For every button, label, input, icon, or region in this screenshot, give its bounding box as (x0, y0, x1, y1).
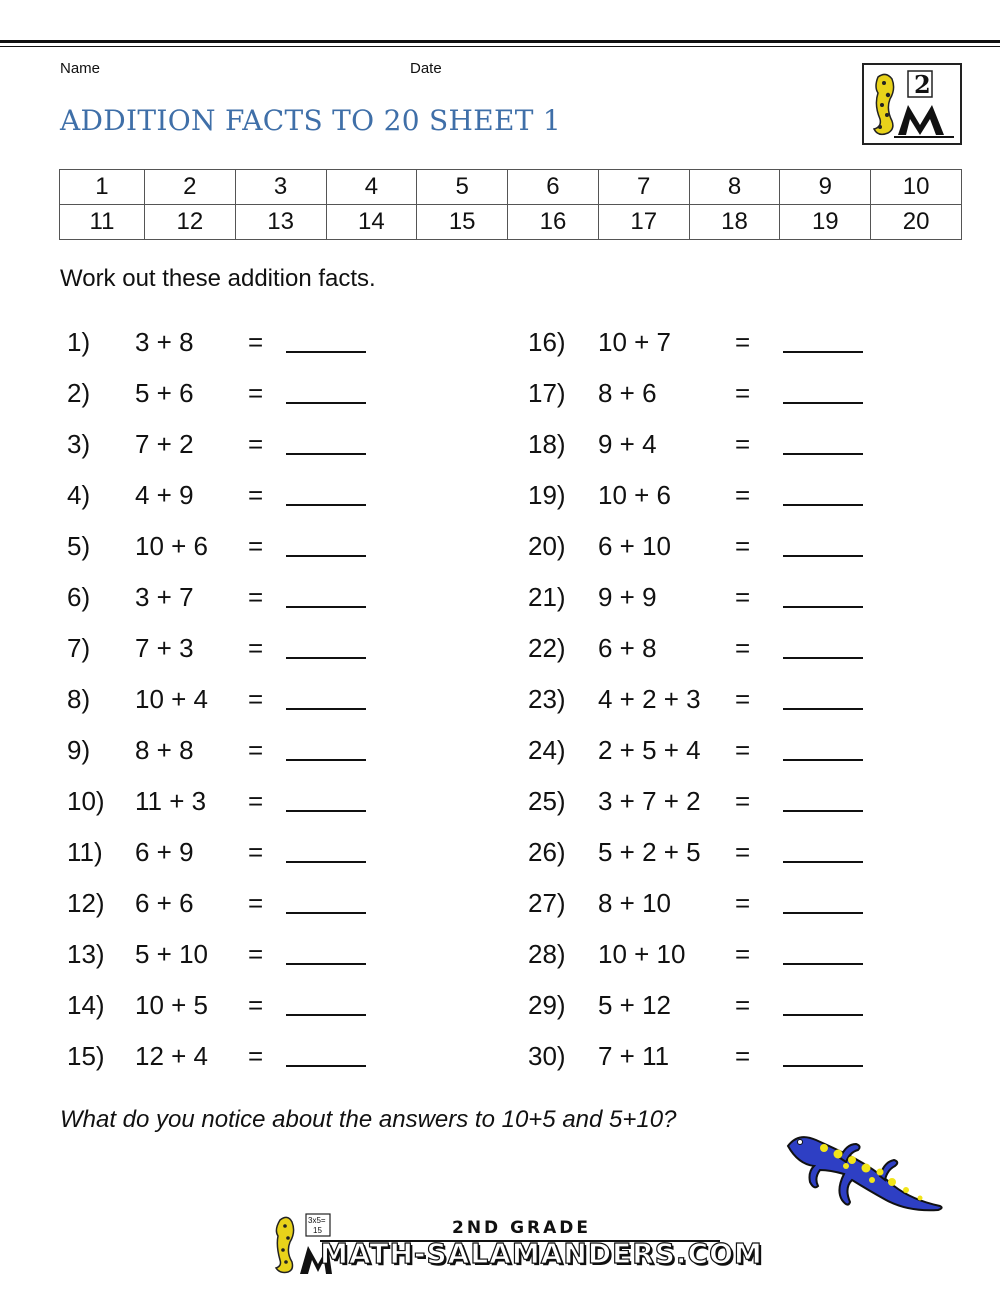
answer-blank[interactable] (286, 684, 366, 710)
number-cell: 3 (235, 170, 326, 205)
answer-blank[interactable] (783, 582, 863, 608)
equals-sign: = (735, 480, 751, 510)
answer-blank[interactable] (783, 888, 863, 914)
problem-expression: 11 + 3 (135, 786, 207, 816)
equals-sign: = (735, 888, 751, 918)
problem-number: 24) (528, 735, 566, 765)
number-cell: 4 (326, 170, 417, 205)
answer-blank[interactable] (286, 735, 366, 761)
equals-sign: = (735, 735, 751, 765)
problem-number: 14) (67, 990, 105, 1020)
number-cell: 17 (598, 205, 689, 240)
problem-number: 4) (67, 480, 91, 510)
problem-expression: 10 + 4 (135, 684, 209, 714)
answer-blank[interactable] (286, 939, 366, 965)
problem-number: 21) (528, 582, 566, 612)
problem-expression: 6 + 10 (598, 531, 672, 561)
number-cell: 10 (871, 170, 962, 205)
number-cell: 5 (417, 170, 508, 205)
answer-blank[interactable] (783, 429, 863, 455)
answer-blank[interactable] (783, 837, 863, 863)
answer-blank[interactable] (783, 378, 863, 404)
problem-expression: 7 + 2 (135, 429, 194, 459)
problem-expression: 8 + 6 (598, 378, 657, 408)
number-cell: 20 (871, 205, 962, 240)
problem-number: 20) (528, 531, 566, 561)
blue-salamander-icon (780, 1128, 950, 1233)
answer-blank[interactable] (783, 990, 863, 1016)
equals-sign: = (248, 786, 264, 816)
answer-blank[interactable] (286, 582, 366, 608)
answer-blank[interactable] (286, 378, 366, 404)
number-row (60, 170, 962, 205)
equals-sign: = (248, 837, 264, 867)
problem-number: 11) (67, 837, 103, 867)
answer-blank[interactable] (783, 684, 863, 710)
number-cell: 8 (689, 170, 780, 205)
equals-sign: = (735, 429, 751, 459)
problem-expression: 5 + 12 (598, 990, 672, 1020)
page-title: ADDITION FACTS TO 20 SHEET 1 (60, 104, 561, 137)
equals-sign: = (735, 786, 751, 816)
number-cell: 16 (508, 205, 599, 240)
problem-number: 3) (67, 429, 91, 459)
svg-text:3x5=: 3x5= (308, 1216, 326, 1225)
problem-expression: 10 + 6 (598, 480, 672, 510)
problem-number: 23) (528, 684, 566, 714)
answer-blank[interactable] (783, 480, 863, 506)
problem-expression: 10 + 6 (135, 531, 209, 561)
salamander-logo-icon (864, 65, 960, 143)
answer-blank[interactable] (286, 990, 366, 1016)
number-cell: 6 (508, 170, 599, 205)
number-cell: 18 (689, 205, 780, 240)
equals-sign: = (248, 888, 264, 918)
equals-sign: = (735, 531, 751, 561)
equals-sign: = (735, 582, 751, 612)
number-cell: 1 (60, 170, 145, 205)
problem-expression: 6 + 9 (135, 837, 194, 867)
problem-number: 7) (67, 633, 91, 663)
problem-expression: 10 + 7 (598, 327, 672, 357)
problem-number: 1) (67, 327, 91, 357)
top-rule-thin (0, 46, 1000, 47)
problem-number: 6) (67, 582, 91, 612)
equals-sign: = (735, 633, 751, 663)
answer-blank[interactable] (783, 786, 863, 812)
answer-blank[interactable] (783, 531, 863, 557)
problem-number: 25) (528, 786, 566, 816)
problem-expression: 4 + 2 + 3 (598, 684, 701, 714)
equals-sign: = (735, 327, 751, 357)
equals-sign: = (248, 327, 264, 357)
equals-sign: = (248, 480, 264, 510)
equals-sign: = (248, 633, 264, 663)
number-cell: 11 (60, 205, 145, 240)
instructions: Work out these addition facts. (60, 265, 376, 292)
problem-expression: 7 + 3 (135, 633, 194, 663)
number-row (60, 205, 962, 240)
equals-sign: = (735, 684, 751, 714)
answer-blank[interactable] (286, 429, 366, 455)
footer-grade: 2ND GRADE (452, 1218, 592, 1238)
equals-sign: = (248, 582, 264, 612)
problem-number: 15) (67, 1041, 105, 1071)
number-cell: 19 (780, 205, 871, 240)
problem-expression: 5 + 6 (135, 378, 194, 408)
problem-expression: 4 + 9 (135, 480, 194, 510)
logo-grade-number: 2 (914, 70, 931, 99)
number-cell: 2 (144, 170, 235, 205)
problem-number: 9) (67, 735, 91, 765)
number-cell: 13 (235, 205, 326, 240)
number-cell: 7 (598, 170, 689, 205)
answer-blank[interactable] (286, 531, 366, 557)
answer-blank[interactable] (286, 888, 366, 914)
answer-blank[interactable] (286, 837, 366, 863)
problem-number: 29) (528, 990, 566, 1020)
problem-number: 30) (528, 1041, 566, 1071)
number-cell: 15 (417, 205, 508, 240)
reflection-question: What do you notice about the answers to 10+5 and 5+10? (60, 1106, 677, 1133)
answer-blank[interactable] (783, 939, 863, 965)
problem-number: 13) (67, 939, 105, 969)
number-cell: 14 (326, 205, 417, 240)
answer-blank[interactable] (783, 327, 863, 353)
problem-expression: 10 + 10 (598, 939, 686, 969)
problem-expression: 10 + 5 (135, 990, 209, 1020)
answer-blank[interactable] (783, 633, 863, 659)
problem-expression: 3 + 7 (135, 582, 194, 612)
problem-number: 19) (528, 480, 566, 510)
equals-sign: = (735, 378, 751, 408)
problem-expression: 8 + 10 (598, 888, 672, 918)
problem-number: 18) (528, 429, 566, 459)
equals-sign: = (248, 684, 264, 714)
equals-sign: = (735, 837, 751, 867)
problem-expression: 5 + 2 + 5 (598, 837, 701, 867)
equals-sign: = (735, 939, 751, 969)
problem-number: 12) (67, 888, 105, 918)
equals-sign: = (735, 1041, 751, 1071)
answer-blank[interactable] (286, 633, 366, 659)
equals-sign: = (248, 1041, 264, 1071)
problem-expression: 6 + 6 (135, 888, 194, 918)
problem-number: 16) (528, 327, 566, 357)
grade-logo (862, 63, 962, 145)
equals-sign: = (248, 378, 264, 408)
number-cell: 9 (780, 170, 871, 205)
answer-blank[interactable] (286, 786, 366, 812)
answer-blank[interactable] (286, 480, 366, 506)
answer-blank[interactable] (783, 1041, 863, 1067)
problem-expression: 12 + 4 (135, 1041, 209, 1071)
problem-number: 10) (67, 786, 105, 816)
answer-blank[interactable] (783, 735, 863, 761)
problem-expression: 2 + 5 + 4 (598, 735, 701, 765)
number-cell: 12 (144, 205, 235, 240)
problem-expression: 9 + 9 (598, 582, 657, 612)
problem-number: 27) (528, 888, 566, 918)
problem-expression: 3 + 7 + 2 (598, 786, 701, 816)
problem-number: 5) (67, 531, 91, 561)
problem-number: 17) (528, 378, 566, 408)
date-label: Date (410, 60, 442, 77)
problem-expression: 6 + 8 (598, 633, 657, 663)
equals-sign: = (248, 990, 264, 1020)
svg-text:15: 15 (313, 1226, 322, 1235)
problem-number: 22) (528, 633, 566, 663)
name-label: Name (60, 60, 101, 77)
top-rule (0, 40, 1000, 43)
number-grid (59, 169, 962, 240)
equals-sign: = (735, 990, 751, 1020)
problem-expression: 5 + 10 (135, 939, 209, 969)
equals-sign: = (248, 939, 264, 969)
problem-expression: 3 + 8 (135, 327, 194, 357)
equals-sign: = (248, 531, 264, 561)
problem-expression: 7 + 11 (598, 1041, 670, 1071)
footer-site-name: MATH-SALAMANDERS.COM (320, 1237, 763, 1270)
problem-expression: 9 + 4 (598, 429, 657, 459)
answer-blank[interactable] (286, 1041, 366, 1067)
problem-number: 28) (528, 939, 566, 969)
problem-number: 26) (528, 837, 566, 867)
problem-expression: 8 + 8 (135, 735, 194, 765)
equals-sign: = (248, 429, 264, 459)
problem-number: 2) (67, 378, 91, 408)
equals-sign: = (248, 735, 264, 765)
problem-number: 8) (67, 684, 91, 714)
answer-blank[interactable] (286, 327, 366, 353)
